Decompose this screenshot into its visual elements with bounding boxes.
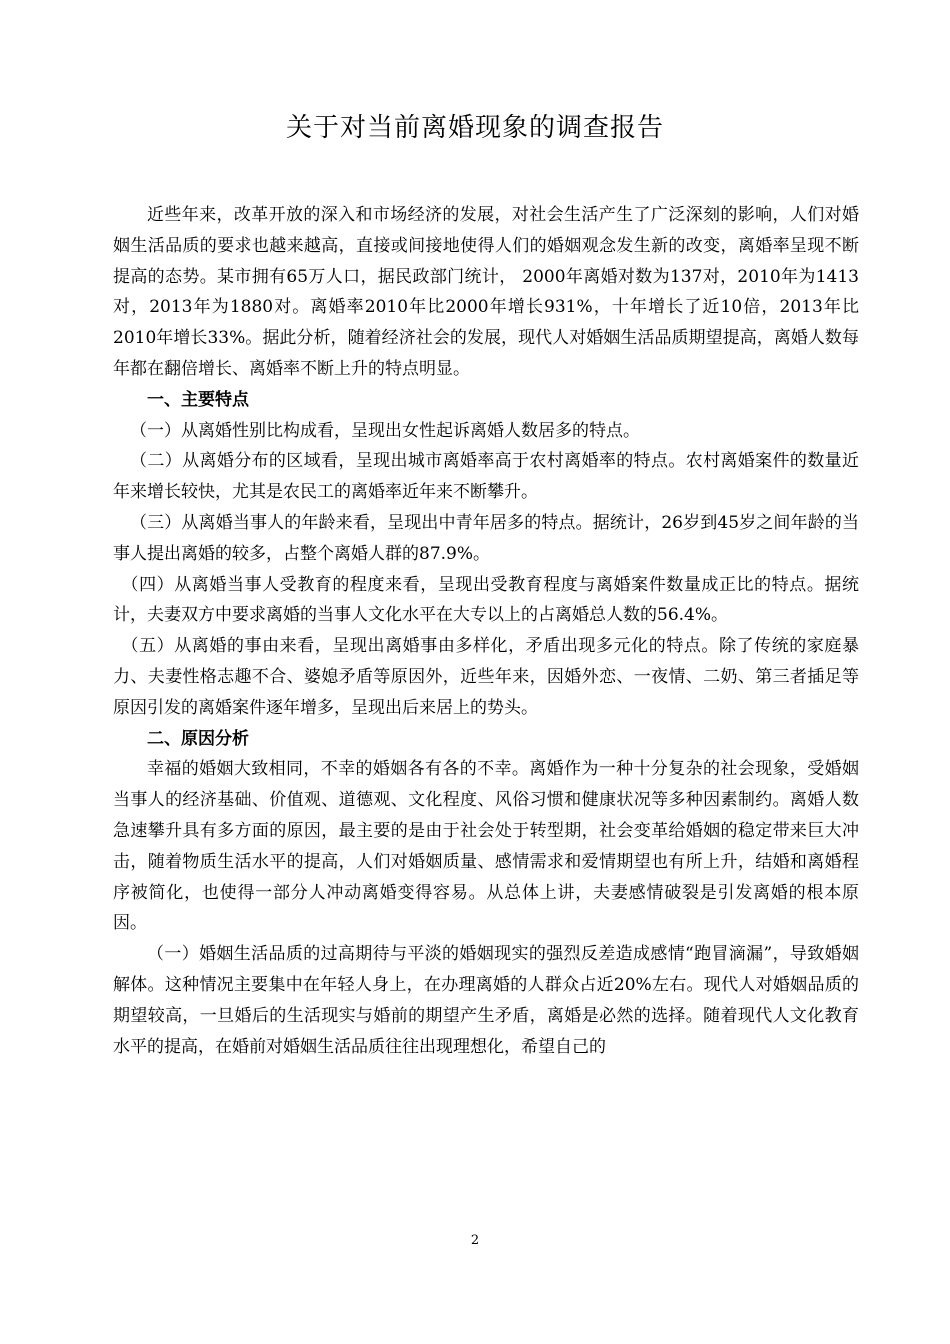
document-title: 关于对当前离婚现象的调查报告	[285, 113, 664, 143]
feature-paragraph-1: （一）从离婚性别比构成看，呈现出女性起诉离婚人数居多的特点。	[130, 420, 640, 441]
feature-paragraph-5: （五）从离婚的事由来看，呈现出离婚事由多样化，矛盾出现多元化的特点。除了传统的家庭暴力、夫妻性格志趣不合、婆媳矛盾等原因外，近些年来，因婚外恋、一夜情、二奶、第三者插足等原因引发的离婚案件逐年增多，呈现出后来居上的势头。	[113, 636, 859, 718]
feature-paragraph-2: （二）从离婚分布的区域看，呈现出城市离婚率高于农村离婚率的特点。农村离婚案件的数量近年来增长较快，尤其是农民工的离婚率近年来不断攀升。	[113, 451, 859, 503]
feature-paragraph-4: （四）从离婚当事人受教育的程度来看，呈现出受教育程度与离婚案件数量成正比的特点。据统计，夫妻双方中要求离婚的当事人文化水平在大专以上的占离婚总人数的56.4%。	[113, 574, 859, 626]
document-body	[113, 200, 859, 1062]
cause-intro-paragraph: 幸福的婚姻大致相同，不幸的婚姻各有各的不幸。离婚作为一种十分复杂的社会现象，受婚姻当事人的经济基础、价值观、道德观、文化程度、风俗习惯和健康状况等多种因素制约。离婚人数急速攀升具有多方面的原因，最主要的是由于社会处于转型期，社会变革给婚姻的稳定带来巨大冲击，随着物质生活水平的提高，人们对婚姻质量、感情需求和爱情期望也有所上升，结婚和离婚程序被简化，也使得一部分人冲动离婚变得容易。从总体上讲，夫妻感情破裂是引发离婚的根本原因。	[113, 759, 859, 934]
cause-paragraph-1: （一）婚姻生活品质的过高期待与平淡的婚姻现实的强烈反差造成感情“跑冒滴漏”，导致婚姻解体。这种情况主要集中在年轻人身上，在办理离婚的人群众占近20%左右。现代人对婚姻品质的期望较高，一旦婚后的生活现实与婚前的期望产生矛盾，离婚是必然的选择。随着现代人文化教育水平的提高，在婚前对婚姻生活品质往往出现理想化，希望自己的	[113, 944, 859, 1057]
intro-paragraph: 近些年来，改革开放的深入和市场经济的发展，对社会生活产生了广泛深刻的影响，人们对婚姻生活品质的要求也越来越高，直接或间接地使得人们的婚姻观念发生新的改变，离婚率呈现不断提高的态势。某市拥有65万人口，据民政部门统计， 2000年离婚对数为137对，2010年为1413对，2013年为1880对。离婚率2010年比2000年增长931%，十年增长了近10倍，2013年比2010年增长33%。据此分析，随着经济社会的发展，现代人对婚姻生活品质期望提高，离婚人数每年都在翻倍增长、离婚率不断上升的特点明显。	[113, 205, 859, 379]
feature-paragraph-3: （三）从离婚当事人的年龄来看，呈现出中青年居多的特点。据统计，26岁到45岁之间年龄的当事人提出离婚的较多，占整个离婚人群的87.9%。	[113, 512, 859, 564]
section-heading-cause-analysis: 二、原因分析	[147, 728, 249, 749]
section-heading-main-features: 一、主要特点	[147, 389, 249, 410]
page-number: 2	[470, 1233, 480, 1248]
